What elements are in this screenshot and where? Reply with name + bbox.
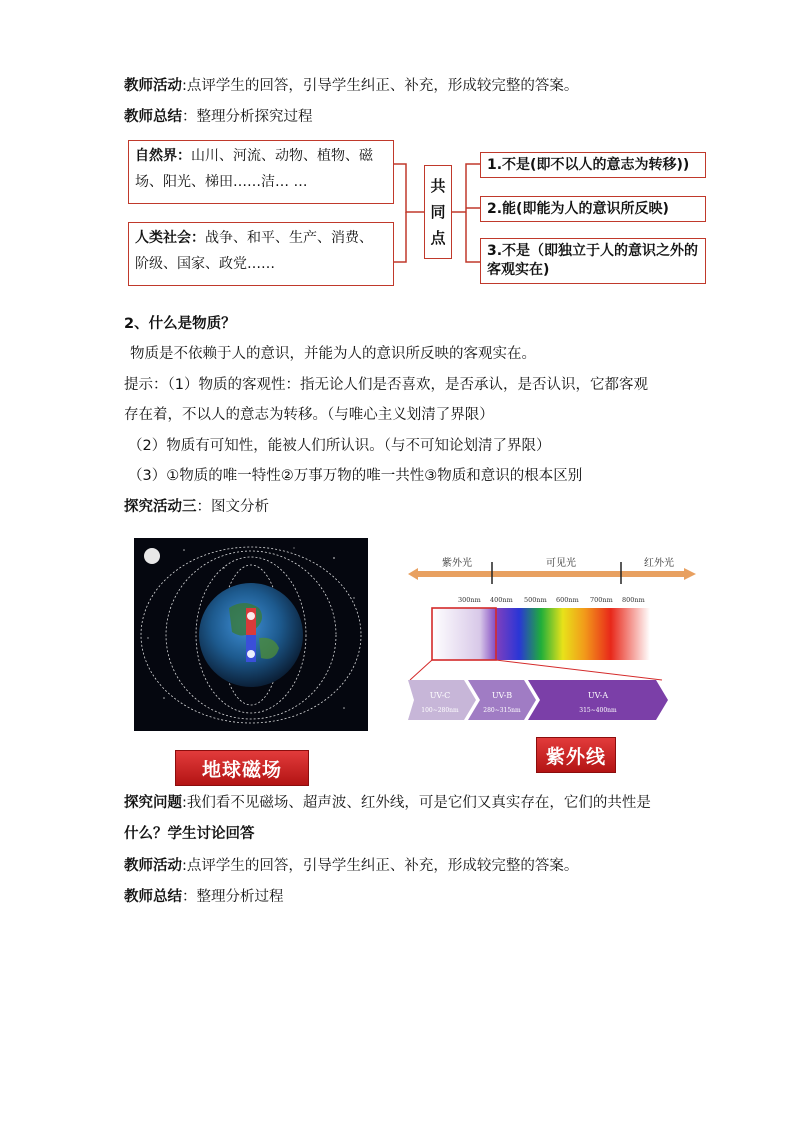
label: 教师总结 xyxy=(124,109,182,125)
common-point-diagram xyxy=(128,140,708,288)
teacher-activity-line xyxy=(124,76,578,96)
seg-uvb-name: UV-B xyxy=(491,691,513,700)
text: :点评学生的回答，引导学生纠正、补充，形成较完整的答案。 xyxy=(182,78,579,94)
label: 探究问题 xyxy=(124,795,182,811)
hint-3: （3）①物质的唯一特性②万事万物的唯一共性③物质和意识的根本区别 xyxy=(128,468,583,484)
teacher-activity-line-2 xyxy=(124,856,578,876)
band-label-visible: 可见光 xyxy=(546,558,576,569)
point-2-box xyxy=(480,196,706,222)
label: 教师总结 xyxy=(124,889,182,905)
text: ：整理分析过程 xyxy=(182,889,284,905)
nature-text2: 场、阳光、梯田……洁… … xyxy=(135,174,308,190)
tick-800: 800nm xyxy=(622,596,645,604)
society-key: 人类社会： xyxy=(135,230,205,246)
mid-char-1: 共 xyxy=(430,177,446,195)
seg-uvb-range: 280~315nm xyxy=(483,707,521,714)
uv-spectrum-image xyxy=(400,546,702,726)
point-1-box xyxy=(480,152,706,178)
society-text2: 阶级、国家、政党…… xyxy=(135,256,275,272)
seg-uva-name: UV-A xyxy=(587,691,609,700)
hint-2: （2）物质有可知性，能被人们所认识。（与不可知论划清了界限） xyxy=(128,438,551,454)
society-box xyxy=(128,222,394,286)
nature-box xyxy=(128,140,394,204)
tick-500: 500nm xyxy=(524,596,547,604)
teacher-summary-line xyxy=(124,107,313,127)
activity-3-line xyxy=(124,497,269,517)
teacher-summary-line-2 xyxy=(124,887,284,907)
common-point-box xyxy=(424,165,452,259)
hint-1: 提示：（1）物质的客观性：指无论人们是否喜欢，是否承认，是否认识，它都客观 xyxy=(124,377,648,393)
text: ：整理分析探究过程 xyxy=(182,109,313,125)
uv-caption: 紫外线 xyxy=(537,738,615,772)
seg-uva-range: 315~400nm xyxy=(579,707,617,714)
text: :我们看不见磁场、超声波、红外线，可是它们又真实存在，它们的共性是 xyxy=(182,795,651,811)
mid-char-2: 同 xyxy=(430,203,446,221)
nature-key: 自然界： xyxy=(135,148,191,164)
text: :点评学生的回答，引导学生纠正、补充，形成较完整的答案。 xyxy=(182,858,579,874)
tick-300: 300nm xyxy=(458,596,481,604)
question-line-cont: 什么？学生讨论回答 xyxy=(124,826,255,842)
point-3-text-b: 客观实在) xyxy=(487,262,550,278)
band-label-uv: 紫外光 xyxy=(442,558,472,569)
point-3-text-a: 3.不是（即独立于人的意识之外的 xyxy=(487,243,699,259)
society-text1: 战争、和平、生产、消费、 xyxy=(205,230,373,246)
question-2-title: 2、什么是物质？ xyxy=(124,316,236,332)
text: ：图文分析 xyxy=(196,499,269,515)
earth-caption: 地球磁场 xyxy=(176,751,308,785)
label: 教师活动 xyxy=(124,858,182,874)
mid-char-3: 点 xyxy=(430,229,446,247)
point-2-text: 2.能(即能为人的意识所反映) xyxy=(487,200,669,217)
uv-spectrum-illustration xyxy=(400,546,702,726)
point-1-text: 1.不是(即不以人的意志为转移)) xyxy=(487,156,690,173)
earth-illustration xyxy=(134,538,368,731)
seg-uvc-name: UV-C xyxy=(429,691,451,700)
tick-400: 400nm xyxy=(490,596,513,604)
tick-600: 600nm xyxy=(556,596,579,604)
question-line xyxy=(124,793,651,813)
earth-magnetic-field-image xyxy=(134,538,368,731)
seg-uvc-range: 100~280nm xyxy=(421,707,459,714)
tick-700: 700nm xyxy=(590,596,613,604)
band-label-ir: 红外光 xyxy=(644,558,674,569)
matter-definition: 物质是不依赖于人的意识，并能为人的意识所反映的客观实在。 xyxy=(130,346,536,362)
label: 教师活动 xyxy=(124,78,182,94)
point-3-box xyxy=(480,238,706,284)
label: 探究活动三 xyxy=(124,499,197,515)
nature-text1: 山川、河流、动物、植物、磁 xyxy=(191,148,373,164)
hint-1-cont: 存在着，不以人的意志为转移。（与唯心主义划清了界限） xyxy=(124,407,494,423)
